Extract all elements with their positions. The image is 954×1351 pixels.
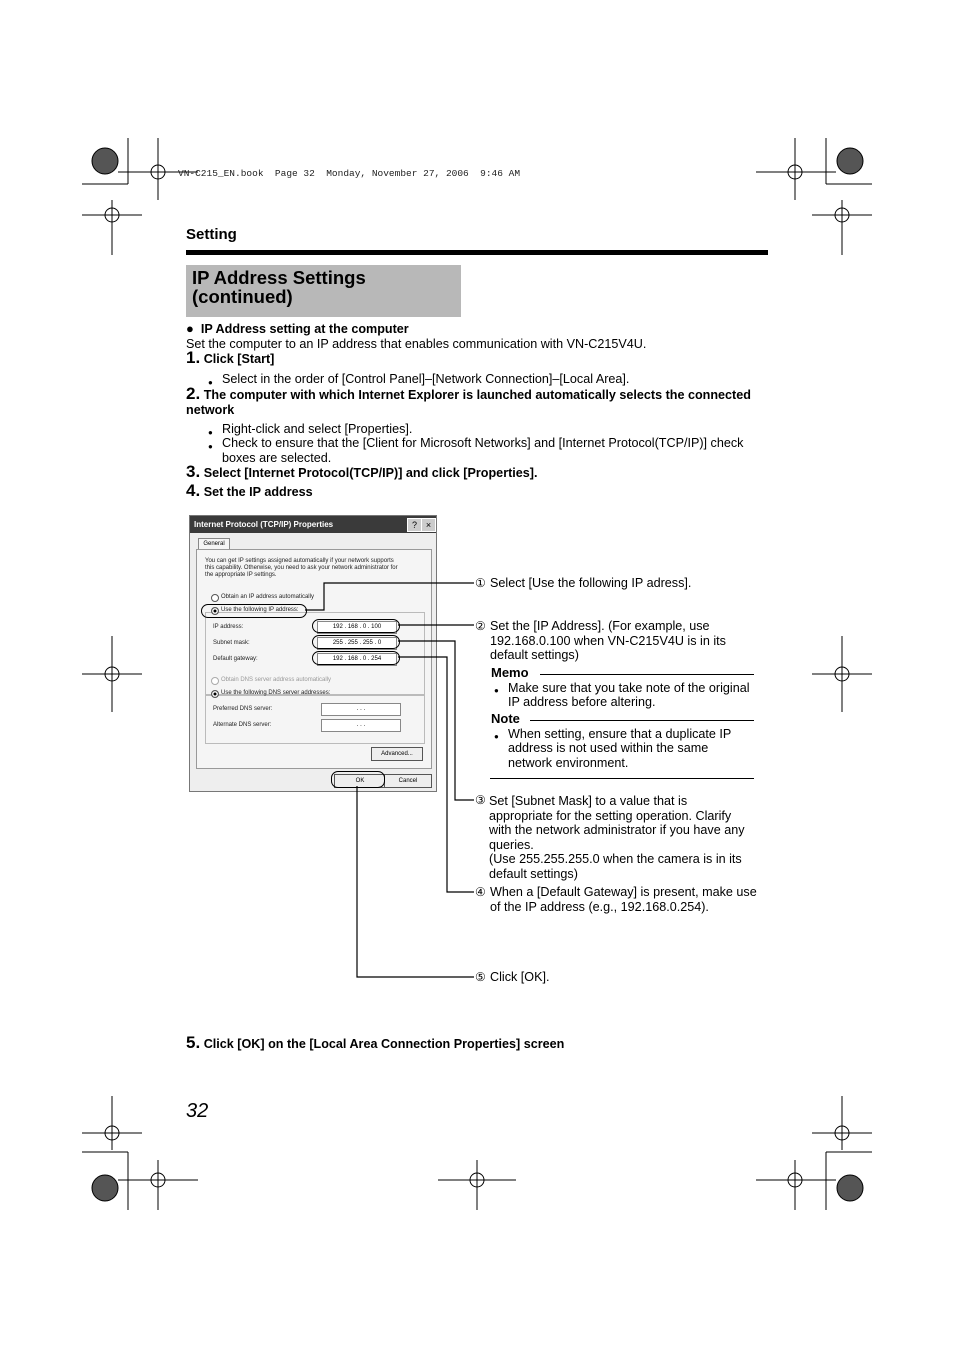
step-1: 1. Click [Start] [186,348,275,367]
callout-2-line-1: Set the [IP Address]. (For example, use [490,619,710,633]
note-label: Note [491,711,520,726]
dialog-desc-2: this capability. Otherwise, you need to ask your network administrator for [205,565,398,571]
callout-3-line-2: appropriate for the setting operation. Clarify [489,809,732,823]
page-number: 32 [186,1100,209,1122]
close-icon[interactable]: × [421,518,436,532]
cancel-button[interactable]: Cancel [384,774,432,788]
subheading: ● IP Address setting at the computer [186,321,409,336]
callout-3-line-3: with the network administrator if you have any [489,823,745,837]
callout-num-4: ④ [475,885,486,899]
preferred-dns-field[interactable]: . . . [321,703,401,716]
callout-2-line-2: 192.168.0.100 when VN-C215V4U is in its [490,634,726,648]
dialog-desc-3: the appropriate IP settings. [205,572,277,578]
step-2-bullet-2: ● Check to ensure that the [Client for Microsoft Networks] and [Internet Protocol(TCP/IP)] check [222,436,743,451]
title-line-1: IP Address Settings [192,267,366,288]
step-2-bullet-1: ● Right-click and select [Properties]. [222,422,412,437]
section-label: Setting [186,226,237,243]
advanced-button[interactable]: Advanced... [371,747,423,761]
bullet-icon: ● [186,321,194,336]
default-gateway-field[interactable]: 192 . 168 . 0 . 254 [317,653,397,666]
callout-2-line-3: default settings) [490,648,579,662]
callout-4-line-1: When a [Default Gateway] is present, make use [490,885,757,899]
default-gateway-label: Default gateway: [213,656,258,662]
ip-address-label: IP address: [213,624,244,630]
step-2: 2. The computer with which Internet Explorer is launched automatically selects the connected network [186,384,751,417]
radio-manual-ip-label: Use the following IP address: [221,607,299,613]
callout-3-line-4: queries. [489,838,534,852]
note-line-2: address is not used within the same [508,741,709,755]
subnet-mask-label: Subnet mask: [213,640,250,646]
callout-num-3: ③ [475,793,486,807]
ip-address-field[interactable]: 192 . 168 . 0 . 100 [317,621,397,634]
radio-auto-ip-label: Obtain an IP address automatically [221,594,314,600]
note-bottom-rule [490,778,754,779]
dialog-desc-1: You can get IP settings assigned automatically if your network supports [205,558,394,564]
dialog-title: Internet Protocol (TCP/IP) Properties [190,516,436,533]
step-5: 5. Click [OK] on the [Local Area Connection Properties] screen [186,1033,565,1052]
radio-manual-dns-label: Use the following DNS server addresses: [221,690,331,696]
note-line-3: network environment. [508,756,629,770]
memo-line-2: IP address before altering. [508,695,656,709]
ok-button[interactable]: OK [334,774,386,788]
memo-line-1: ● Make sure that you take note of the original [508,681,750,696]
step-1-bullet: ● Select in the order of [Control Panel]–[Network Connection]–[Local Area]. [222,372,629,387]
callout-num-1: ① [475,576,486,590]
help-icon[interactable]: ? [407,518,422,532]
preferred-dns-label: Preferred DNS server: [213,706,273,712]
callout-3-line-1: Set [Subnet Mask] to a value that is [489,794,688,808]
memo-label: Memo [491,665,529,680]
callout-num-2: ② [475,619,486,633]
step-3: 3. Select [Internet Protocol(TCP/IP)] and click [Properties]. [186,462,538,481]
note-line-1: ● When setting, ensure that a duplicate IP [508,727,731,742]
print-header: VN-C215_EN.book Page 32 Monday, November 27, 2006 9:46 AM [178,168,521,179]
note-rule [530,720,754,721]
alternate-dns-label: Alternate DNS server: [213,722,272,728]
callout-1-text: Select [Use the following IP adress]. [490,576,692,590]
callout-4-line-2: of the IP address (e.g., 192.168.0.254). [490,900,709,914]
intro-text: Set the computer to an IP address that enables communication with VN-C215V4U. [186,337,647,351]
radio-auto-dns-label: Obtain DNS server address automatically [221,677,332,683]
step-2-bullet-2-cont: boxes are selected. [222,451,332,465]
step-4: 4. Set the IP address [186,481,313,500]
tab-general[interactable]: General [198,538,230,550]
callout-num-5: ⑤ [475,970,486,984]
title-line-2: (continued) [192,286,293,307]
alternate-dns-field[interactable]: . . . [321,719,401,732]
callout-5-text: Click [OK]. [490,970,550,984]
memo-rule [540,674,754,675]
callout-3-line-6: default settings) [489,867,578,881]
subnet-mask-field[interactable]: 255 . 255 . 255 . 0 [317,637,397,650]
callout-3-line-5: (Use 255.255.255.0 when the camera is in its [489,852,742,866]
